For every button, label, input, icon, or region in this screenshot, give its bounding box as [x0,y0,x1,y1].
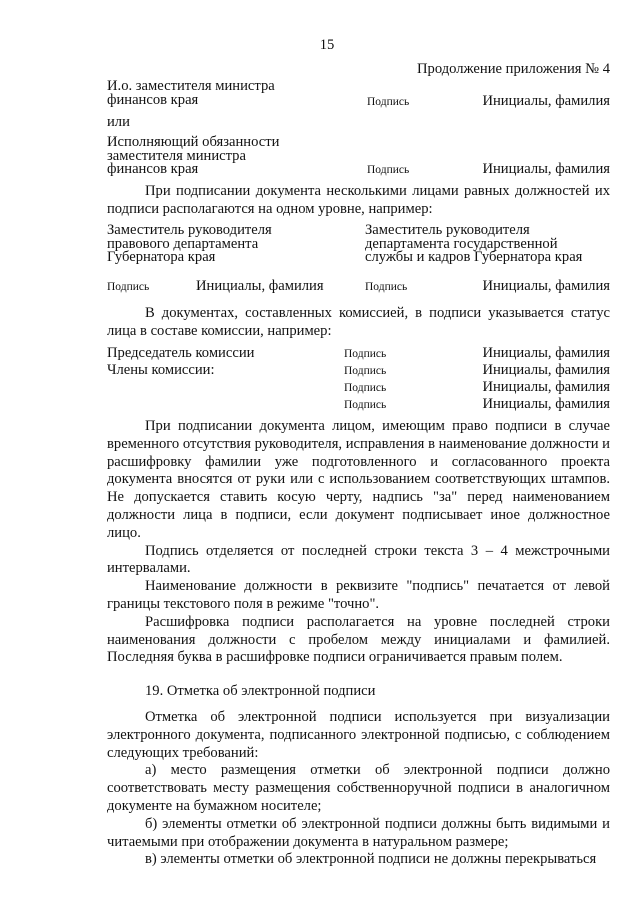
sig2-title-line: заместителя министра [107,147,246,164]
para-decode: Расшифровка подписи располагается на уровне последней строки наименования должности с пробелом между инициалами и фамилией. Последняя буква в расшифровке подписи ограничивается правым полем. [107,613,610,666]
left-signer-line: Заместитель руководителя [107,222,272,238]
member-name: Инициалы, фамилия [482,396,610,412]
member-signature-placeholder: Подпись [344,365,387,377]
item-c: в) элементы отметки об электронной подписи не должны перекрываться [145,851,597,868]
sig2-signature-placeholder: Подпись [367,164,410,176]
sig1-signature-placeholder: Подпись [367,96,410,108]
para-esign: Отметка об электронной подписи используется при визуализации электронного документа, подписанного электронной подписью, с соблюдением следующих требований: [107,708,610,761]
right-signer-name: Инициалы, фамилия [482,278,610,294]
para-commission: В документах, составленных комиссией, в подписи указывается статус лица в составе комиссии, например: [107,305,610,339]
chair-name: Инициалы, фамилия [482,345,610,361]
right-signature-placeholder: Подпись [365,281,408,293]
sig1-title-line: И.о. заместителя министра [107,78,275,94]
left-signer-title [107,224,272,265]
sig2-title [107,136,279,177]
page-number: 15 [319,37,335,53]
member-signature-placeholder: Подпись [344,399,387,411]
sig2-title-line: финансов края [107,161,199,177]
right-signer-line: службы и кадров Губернатора края [365,249,583,265]
para-acting-signer: При подписании документа лицом, имеющим право подписи в случае временного отсутствия руководителя, исправления в наименование должности и расшифровку фамилии уже подготовленного и согласованного проекта документа вносятся от руки или с использованием соответствующих штампов. Не допускается ставить косую черту, надпись "за" перед наименованием должности лица в подписи, если документ подписывает иное должностное лицо. [107,418,610,541]
or-text: или [107,114,130,130]
left-signer-line: Губернатора края [107,249,216,265]
sig1-title [107,80,275,107]
right-signer-line: департамента государственной [365,235,558,252]
body-text [107,418,610,869]
sig1-title-line: финансов края [107,91,199,108]
para-position: Наименование должности в реквизите "подпись" печатается от левой границы текстового поля в режиме "точно". [107,578,610,612]
appendix-note: Продолжение приложения № 4 [417,61,610,77]
commission-chair-label: Председатель комиссии [107,345,255,361]
sig1-name: Инициалы, фамилия [482,93,610,109]
member-name: Инициалы, фамилия [482,379,610,395]
sig2-title-line: Исполняющий обязанности [107,134,280,150]
item-a: а) место размещения отметки об электронной подписи должно соответствовать месту размещения собственноручной подписи в аналогичном документе на бумажном носителе; [107,762,610,814]
section-title: 19. Отметка об электронной подписи [145,683,376,700]
commission-members-label: Члены комиссии: [107,362,215,378]
member-signature-placeholder: Подпись [344,382,387,394]
chair-signature-placeholder: Подпись [344,348,387,360]
right-signer-line: Заместитель руководителя [365,222,530,238]
item-b: б) элементы отметки об электронной подписи должны быть видимыми и читаемыми при отображении документа в натуральном размере; [107,815,610,850]
para-spacing: Подпись отделяется от последней строки текста 3 – 4 межстрочными интервалами. [107,542,610,577]
left-signature-placeholder: Подпись [107,281,150,293]
member-name: Инициалы, фамилия [482,362,610,378]
left-signer-line: правового департамента [107,235,259,252]
left-signer-name: Инициалы, фамилия [196,278,324,294]
sig2-name: Инициалы, фамилия [482,161,610,177]
para-equal-signers: При подписании документа несколькими лицами равных должностей их подписи располагаются на одном уровне, например: [107,183,610,217]
right-signer-title [365,224,582,265]
